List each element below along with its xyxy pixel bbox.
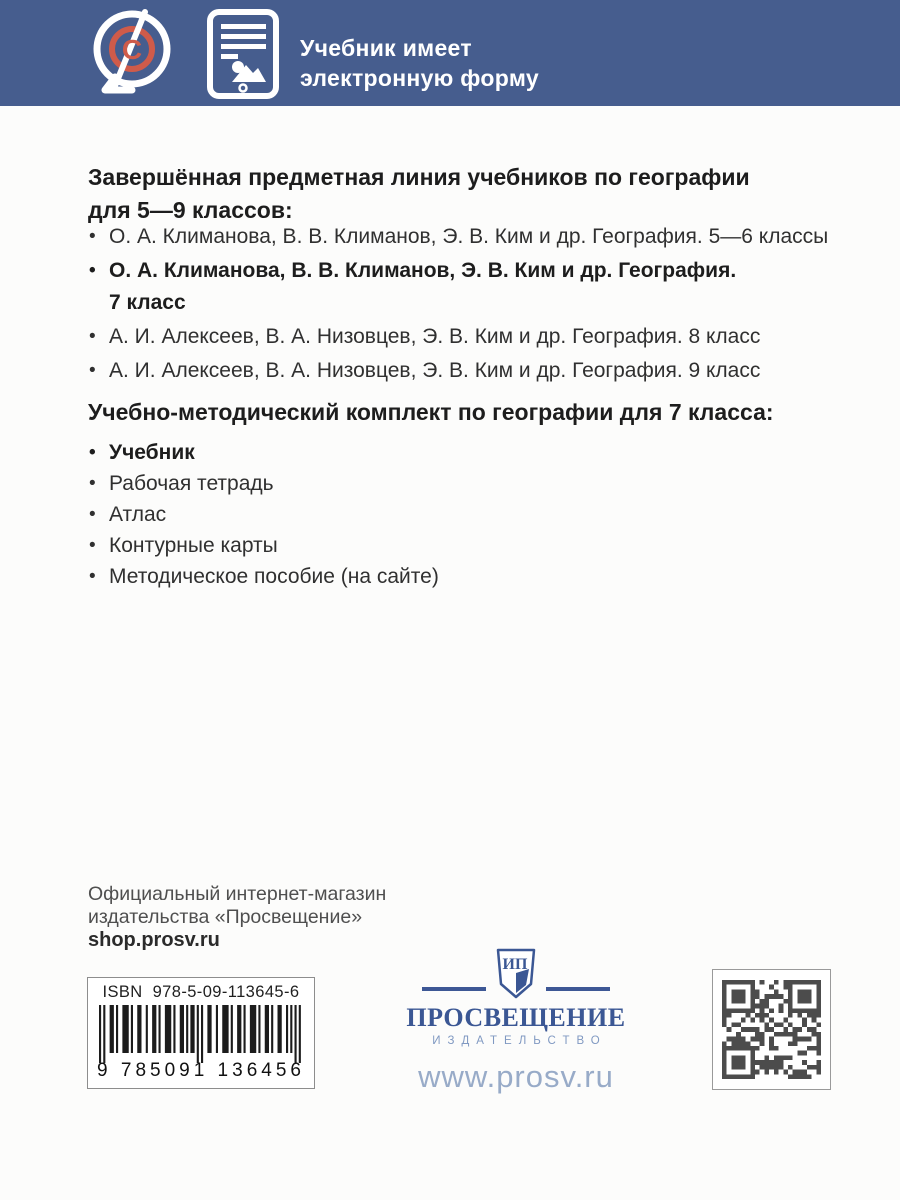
list-item	[88, 321, 900, 353]
qr-code-box	[712, 969, 831, 1090]
publisher-url: www.prosv.ru	[418, 1059, 614, 1094]
publisher-monogram: ИП	[502, 956, 528, 973]
isbn-text	[88, 983, 314, 1002]
book-title: О. А. Климанова, В. В. Климанов, Э. В. Ким и др. География. 5—6 классы	[109, 225, 829, 248]
publisher-shield-row	[398, 948, 634, 1000]
publisher-logo	[398, 948, 634, 1095]
shop-line2: издательства «Просвещение»	[88, 906, 363, 928]
shop-line1: Официальный интернет-магазин	[88, 883, 387, 905]
isbn-number: 978-5-09-113645-6	[152, 983, 300, 1001]
book-title: А. И. Алексеев, В. А. Низовцев, Э. В. Ким и др. География. 9 класс	[109, 359, 761, 382]
book-title-line2: 7 класс	[109, 291, 186, 314]
isbn-barcode	[87, 977, 315, 1089]
qr-code-icon	[722, 980, 821, 1079]
book-title: О. А. Климанова, В. В. Климанов, Э. В. Ким и др. География.	[109, 259, 737, 282]
list-item: • Атлас	[88, 499, 788, 530]
series-heading-line2: для 5—9 классов:	[88, 197, 293, 223]
publisher-subtitle: ИЗДАТЕЛЬСТВО	[432, 1035, 607, 1047]
series-heading	[88, 161, 848, 227]
list-item: • Методическое пособие (на сайте)	[88, 561, 788, 592]
series-book-list	[88, 221, 900, 389]
list-item: • Рабочая тетрадь	[88, 468, 788, 499]
isbn-label: ISBN	[102, 983, 143, 1001]
book-title: А. И. Алексеев, В. А. Низовцев, Э. В. Ким и др. География. 8 класс	[109, 325, 761, 348]
umk-list	[88, 437, 788, 592]
list-item-uchebnik: • Учебник	[88, 437, 788, 468]
banner-text-line2: электронную форму	[300, 65, 539, 91]
publisher-name: ПРОСВЕЩЕНИЕ	[406, 1003, 626, 1032]
rule-right	[546, 987, 610, 991]
list-item	[88, 355, 900, 387]
efu-logo-icon	[82, 5, 182, 101]
electronic-form-banner	[0, 0, 900, 106]
efu-letter: C	[121, 34, 143, 65]
list-item	[88, 221, 900, 253]
umk-heading: Учебно-методический комплект по географии для 7 класса:	[88, 399, 774, 425]
publisher-shield-icon	[493, 948, 539, 1000]
ebook-tablet-icon	[206, 9, 280, 99]
series-heading-line1: Завершённая предметная линия учебников по географии	[88, 164, 750, 190]
barcode-digits: 9 785091 136456	[97, 1060, 305, 1081]
banner-text	[300, 33, 539, 93]
barcode-bars-icon	[99, 1005, 303, 1063]
list-item-current-book	[88, 255, 900, 319]
shop-url: shop.prosv.ru	[88, 929, 220, 951]
banner-text-line1: Учебник имеет	[300, 35, 472, 61]
list-item: • Контурные карты	[88, 530, 788, 561]
shop-info	[88, 883, 386, 952]
rule-left	[422, 987, 486, 991]
